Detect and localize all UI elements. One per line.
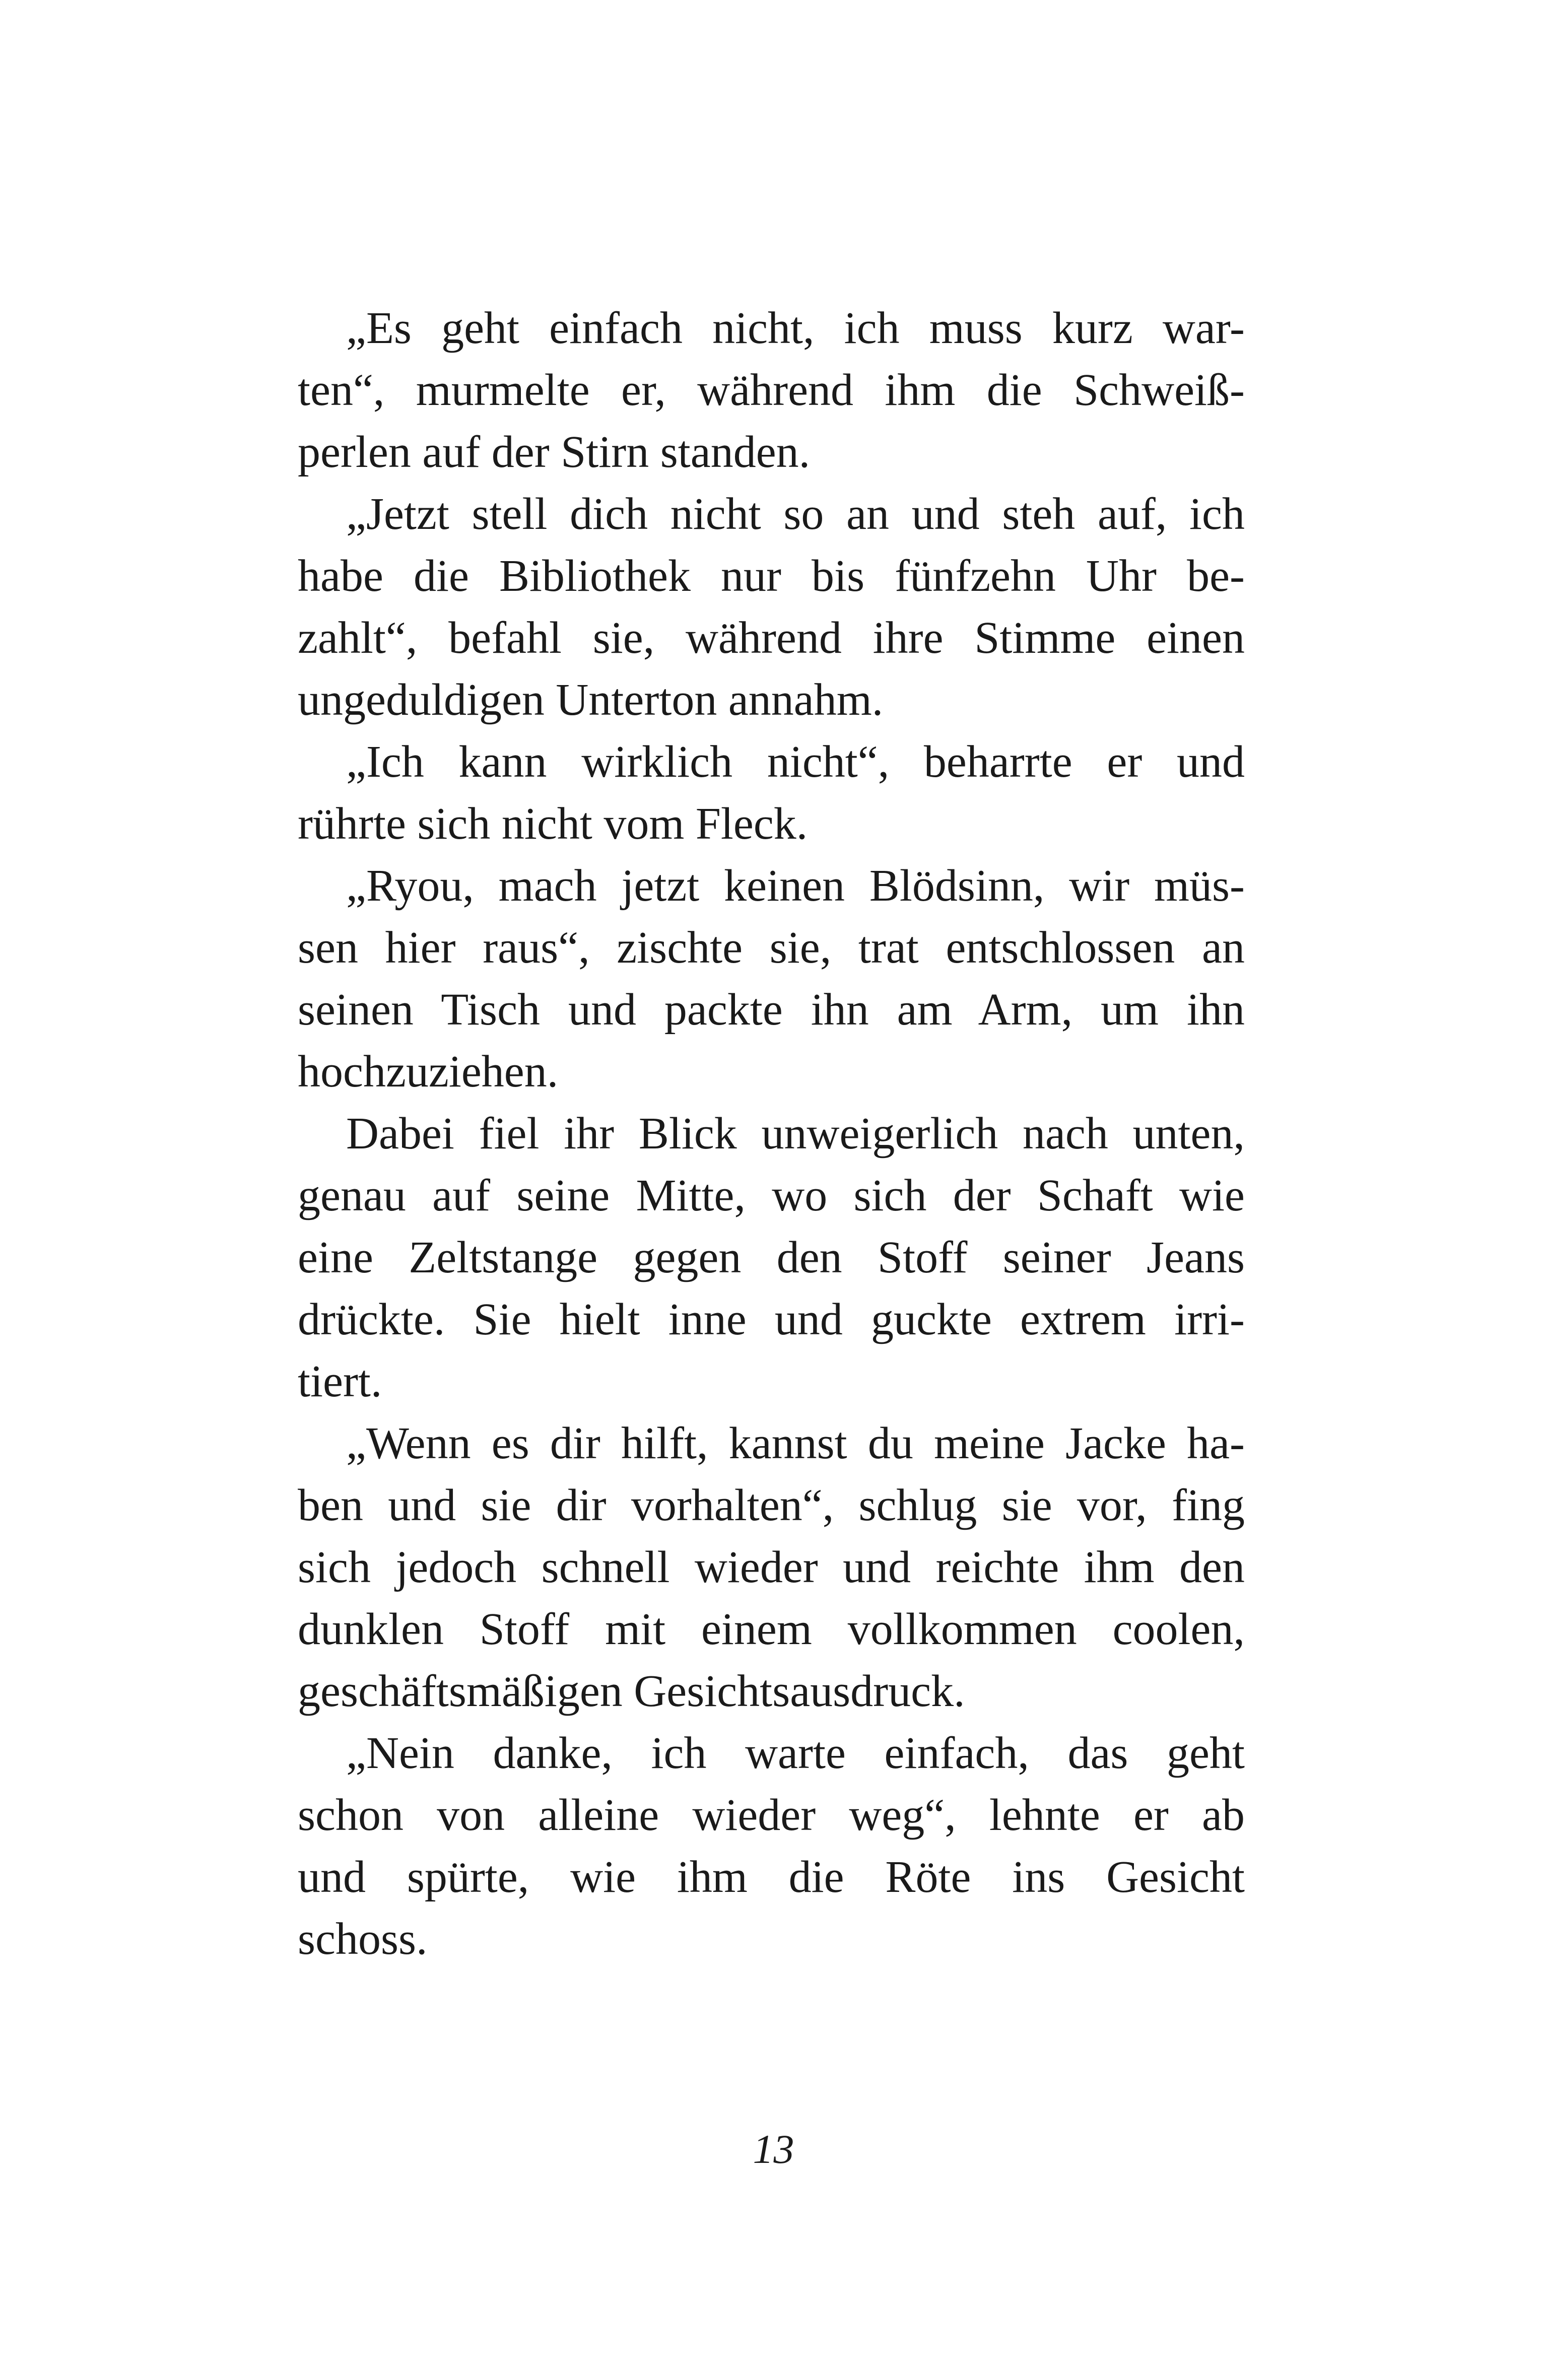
page-number: 13 <box>753 2126 794 2172</box>
text-line: ten“, murmelte er, während ihm die Schweiß- <box>298 365 1245 415</box>
text-line: seinen Tisch und packte ihn am Arm, um ihn <box>298 985 1245 1035</box>
body-text <box>298 297 1245 1970</box>
paragraph <box>298 1412 1245 1722</box>
text-line: „Jetzt stell dich nicht so an und steh auf, ich <box>346 489 1245 539</box>
text-line: „Nein danke, ich warte einfach, das geht <box>346 1728 1245 1778</box>
text-line: tiert. <box>298 1356 382 1406</box>
text-line: schon von alleine wieder weg“, lehnte er ab <box>298 1790 1245 1840</box>
text-line: zahlt“, befahl sie, während ihre Stimme einen <box>298 613 1245 663</box>
paragraph <box>298 731 1245 855</box>
text-line: perlen auf der Stirn standen. <box>298 427 811 477</box>
paragraph <box>298 1103 1245 1412</box>
text-line: drückte. Sie hielt inne und guckte extrem irri- <box>298 1295 1245 1344</box>
text-line: sich jedoch schnell wieder und reichte ihm den <box>298 1542 1245 1592</box>
text-line: ungeduldigen Unterton annahm. <box>298 675 884 725</box>
paragraph <box>298 855 1245 1103</box>
text-line: sen hier raus“, zischte sie, trat entschlossen an <box>298 923 1245 973</box>
text-line: „Ryou, mach jetzt keinen Blödsinn, wir müs- <box>346 861 1245 911</box>
text-line: geschäftsmäßigen Gesichtsausdruck. <box>298 1666 965 1716</box>
text-line: dunklen Stoff mit einem vollkommen coolen, <box>298 1604 1245 1654</box>
text-line: schoss. <box>298 1914 428 1964</box>
text-line: ben und sie dir vorhalten“, schlug sie vor, fing <box>298 1480 1245 1530</box>
text-line: „Es geht einfach nicht, ich muss kurz war- <box>346 303 1245 353</box>
text-line: „Ich kann wirklich nicht“, beharrte er und <box>346 737 1245 787</box>
paragraph <box>298 1722 1245 1970</box>
paragraph <box>298 297 1245 483</box>
text-line: habe die Bibliothek nur bis fünfzehn Uhr be- <box>298 551 1245 601</box>
text-line: genau auf seine Mitte, wo sich der Schaft wie <box>298 1171 1245 1220</box>
text-line: und spürte, wie ihm die Röte ins Gesicht <box>298 1852 1245 1902</box>
text-line: eine Zeltstange gegen den Stoff seiner Jeans <box>298 1233 1245 1282</box>
text-line: Dabei fiel ihr Blick unweigerlich nach unten, <box>346 1109 1245 1159</box>
paragraph <box>298 483 1245 731</box>
text-line: rührte sich nicht vom Fleck. <box>298 799 808 849</box>
text-line: „Wenn es dir hilft, kannst du meine Jacke ha- <box>346 1418 1245 1468</box>
text-line: hochzuziehen. <box>298 1047 559 1097</box>
